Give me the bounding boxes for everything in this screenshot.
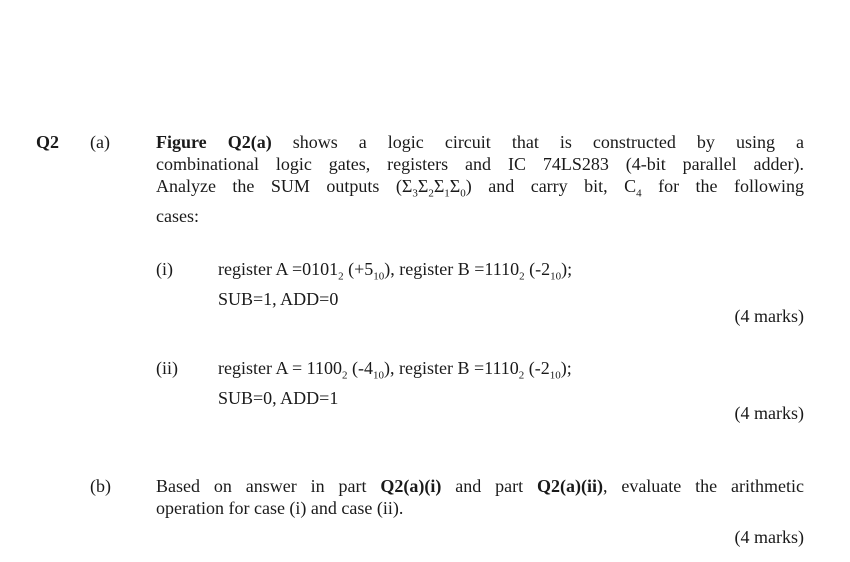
case-i-line2: SUB=1, ADD=0 bbox=[218, 288, 339, 309]
case-i-label: (i) bbox=[156, 259, 173, 279]
case-ii-marks: (4 marks) bbox=[734, 403, 804, 423]
part-a-intro bbox=[156, 131, 804, 227]
part-a-label: (a) bbox=[90, 132, 110, 152]
part-a-intro-line2: combinational logic gates, registers and IC 74LS283 (4-bit parallel adder). bbox=[156, 154, 804, 174]
part-b-line2: operation for case (i) and case (ii). bbox=[156, 498, 404, 518]
case-ii-text bbox=[218, 357, 738, 409]
part-b-marks: (4 marks) bbox=[734, 527, 804, 547]
part-a-intro-line1: Figure Q2(a) shows a logic circuit that is constructed by using a bbox=[156, 132, 804, 152]
figure-reference: Figure Q2(a) bbox=[156, 132, 272, 152]
part-a-intro-line3: Analyze the SUM outputs $(\Sigma_3\Sigma_2\Sigma_1\Sigma_0)$ and carry bit, $C_4$ for the following bbox=[156, 176, 804, 200]
case-i-marks: (4 marks) bbox=[734, 306, 804, 326]
part-b-text bbox=[156, 475, 804, 519]
case-i-line1: register $A =0101_2$ $(+5_{10})$, register $B =1110_2$ $(-2_{10})$; bbox=[218, 259, 573, 283]
case-ii-label: (ii) bbox=[156, 358, 178, 378]
case-i-text bbox=[218, 258, 718, 310]
part-b-line1: Based on answer in part Q2(a)(i) and part Q2(a)(ii), evaluate the arithmetic bbox=[156, 476, 805, 496]
case-ii-line2: SUB=0, ADD=1 bbox=[218, 387, 339, 408]
question-number: Q2 bbox=[36, 132, 60, 152]
part-a-intro-line4: cases: bbox=[156, 205, 199, 226]
case-ii-line1: register $A = 1100_2$ $(-4_{10})$, register $B =1110_2$ $(-2_{10})$; bbox=[218, 358, 572, 382]
part-b-label: (b) bbox=[90, 476, 111, 496]
